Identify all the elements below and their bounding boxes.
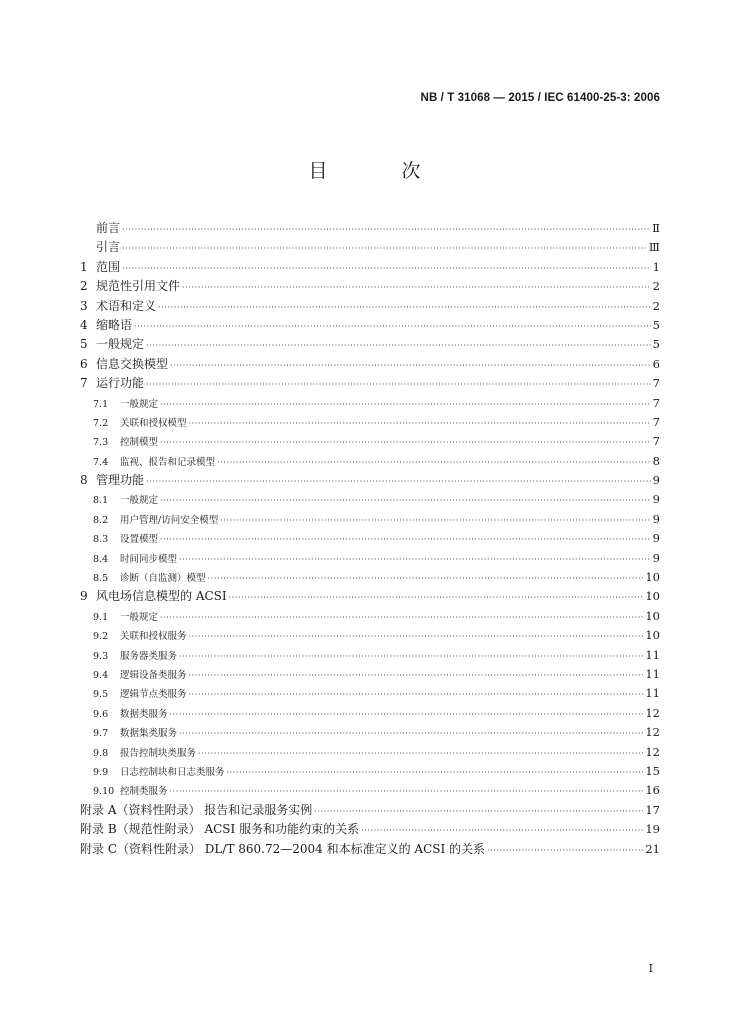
- toc-dot-leader: [170, 705, 644, 724]
- toc-entry-number: 7: [80, 376, 88, 391]
- toc-entry-label: 服务器类服务: [120, 650, 178, 662]
- toc-entry[interactable]: [80, 374, 660, 393]
- toc-entry-number: 9.8: [93, 747, 109, 759]
- toc-entry[interactable]: [80, 258, 660, 277]
- toc-entry-label: 规范性引用文件: [96, 279, 181, 294]
- toc-entry-page: 9: [652, 492, 660, 507]
- toc-entry[interactable]: [80, 452, 660, 471]
- toc-entry[interactable]: [80, 355, 660, 374]
- toc-entry[interactable]: [80, 335, 660, 354]
- toc-dot-leader: [198, 744, 643, 763]
- toc-entry-number: 8.2: [93, 514, 109, 526]
- toc-dot-leader: [179, 550, 651, 569]
- toc-entry-number: 8: [80, 473, 88, 488]
- toc-entry-label: 一般规定: [120, 611, 159, 623]
- toc-entry-label: 报告控制块类服务: [120, 747, 197, 759]
- toc-entry[interactable]: [80, 587, 660, 606]
- toc-dot-leader: [189, 666, 644, 685]
- toc-dot-leader: [122, 220, 650, 239]
- toc-entry-number: 2: [80, 279, 88, 294]
- toc-entry-page: 17: [645, 802, 660, 817]
- toc-dot-leader: [227, 763, 644, 782]
- toc-entry-label: 范围: [96, 259, 121, 274]
- toc-entry-number: 8.1: [93, 495, 109, 507]
- toc-entry-number: 8.3: [93, 534, 109, 546]
- toc-entry-label: 一般规定: [120, 495, 159, 507]
- toc-entry-label: 运行功能: [96, 376, 145, 391]
- toc-dot-leader: [160, 433, 651, 452]
- toc-entry-page: 12: [645, 744, 660, 759]
- toc-dot-leader: [170, 782, 644, 801]
- toc-entry-label: 控制类服务: [120, 786, 168, 798]
- toc-dot-leader: [220, 511, 650, 530]
- toc-entry-label: 逻辑设备类服务: [120, 669, 187, 681]
- toc-dot-leader: [179, 647, 643, 666]
- toc-entry-page: 21: [645, 841, 660, 856]
- toc-entry-number: 6: [80, 356, 88, 371]
- toc-entry-page: 7: [652, 434, 660, 449]
- toc-entry[interactable]: [80, 723, 660, 742]
- toc-entry-label: 诊断（自监测）模型: [120, 573, 206, 585]
- toc-entry[interactable]: [80, 413, 660, 432]
- toc-entry-page: 12: [645, 705, 660, 720]
- toc-entry-number: 9.1: [93, 611, 109, 623]
- toc-entry[interactable]: [80, 684, 660, 703]
- toc-entry-label: 管理功能: [96, 473, 145, 488]
- toc-entry-page: 2: [652, 298, 660, 313]
- toc-dot-leader: [122, 239, 647, 258]
- toc-dot-leader: [160, 491, 651, 510]
- toc-entry-number: 9.9: [93, 766, 109, 778]
- toc-entry-number: 9.4: [93, 669, 109, 681]
- toc-entry[interactable]: [80, 781, 660, 800]
- toc-entry-page: 19: [645, 822, 660, 837]
- toc-entry-page: 9: [652, 550, 660, 565]
- page-number: I: [648, 962, 653, 975]
- toc-entry-label: 信息交换模型: [96, 356, 169, 371]
- toc-entry[interactable]: [80, 762, 660, 781]
- toc-dot-leader: [208, 569, 644, 588]
- toc-entry-label: 引言: [96, 240, 121, 255]
- toc-entry-number: 9.6: [93, 708, 109, 720]
- toc-dot-leader: [158, 298, 651, 317]
- toc-entry-number: 5: [80, 337, 88, 352]
- toc-entry[interactable]: [80, 219, 660, 238]
- toc-entry[interactable]: [80, 490, 660, 509]
- toc-entry-page: 8: [652, 453, 660, 468]
- toc-entry-label: 术语和定义: [96, 298, 157, 313]
- toc-dot-leader: [182, 278, 651, 297]
- toc-dot-leader: [229, 588, 644, 607]
- toc-entry-number: 9.10: [93, 786, 115, 798]
- toc-entry-page: 5: [652, 317, 660, 332]
- toc-entry[interactable]: [80, 238, 660, 257]
- toc-dot-leader: [160, 608, 643, 627]
- toc-dot-leader: [146, 472, 651, 491]
- toc-dot-leader: [314, 802, 643, 821]
- toc-dot-leader: [134, 317, 651, 336]
- toc-dot-leader: [160, 530, 651, 549]
- toc-entry-page: 11: [645, 666, 660, 681]
- toc-entry[interactable]: [80, 316, 660, 335]
- toc-entry-number: 9.3: [93, 650, 109, 662]
- toc-entry[interactable]: [80, 704, 660, 723]
- toc-entry-page: 9: [652, 473, 660, 488]
- toc-dot-leader: [487, 841, 643, 860]
- toc-entry-label: 关联和授权服务: [120, 631, 187, 643]
- toc-entry-label: 前言: [96, 221, 121, 235]
- toc-entry[interactable]: [80, 665, 660, 684]
- toc-entry[interactable]: [80, 510, 660, 529]
- toc-entry-number: 7.3: [93, 437, 109, 449]
- toc-entry-label: 设置模型: [120, 534, 159, 546]
- toc-entry[interactable]: [80, 394, 660, 413]
- toc-dot-leader: [217, 453, 651, 472]
- toc-entry[interactable]: [80, 471, 660, 490]
- toc-entry-number: 7.2: [93, 417, 109, 429]
- toc-entry-number: 7.1: [93, 398, 109, 410]
- toc-appendix-entry[interactable]: [80, 820, 660, 839]
- toc-entry-page: 1: [652, 259, 660, 274]
- toc-entry[interactable]: [80, 277, 660, 296]
- toc-entry-number: 9: [80, 589, 88, 604]
- toc-title: 目 次: [308, 160, 455, 182]
- toc-entry-label: 数据类服务: [120, 708, 168, 720]
- toc-entry-number: 9.7: [93, 728, 109, 740]
- toc-entry[interactable]: [80, 297, 660, 316]
- toc-entry-page: 10: [645, 628, 660, 643]
- toc-entry[interactable]: [80, 568, 660, 587]
- toc-entry-page: 10: [645, 608, 660, 623]
- toc-entry[interactable]: [80, 646, 660, 665]
- toc-entry-page: 16: [645, 783, 660, 798]
- toc-entry-page: 2: [652, 279, 660, 294]
- toc-entry-label: 附录 B（规范性附录） ACSI 服务和功能约束的关系: [80, 822, 360, 837]
- toc-entry[interactable]: [80, 743, 660, 762]
- toc-entry-label: 关联和授权模型: [120, 417, 187, 429]
- toc-entry-number: 1: [80, 259, 88, 274]
- toc-entry-page: 5: [652, 337, 660, 352]
- toc-entry-label: 逻辑节点类服务: [120, 689, 187, 701]
- toc-entry[interactable]: [80, 607, 660, 626]
- toc-entry[interactable]: [80, 549, 660, 568]
- toc-dot-leader: [160, 395, 651, 414]
- toc-entry-label: 用户管理/访问安全模型: [120, 514, 219, 526]
- toc-entry-label: 一般规定: [96, 337, 145, 352]
- toc-entry-number: 9.2: [93, 631, 109, 643]
- toc-entry-page: 7: [652, 414, 660, 429]
- toc-entry-number: 8.5: [93, 573, 109, 585]
- toc-entry-page: 15: [645, 763, 660, 778]
- toc-entry-label: 数据集类服务: [120, 728, 178, 740]
- toc-entry-page: 11: [645, 647, 660, 662]
- toc-dot-leader: [122, 259, 651, 278]
- toc-appendix-entry[interactable]: [80, 801, 660, 820]
- toc-entry-page: Ⅲ: [648, 240, 660, 255]
- toc-entry-page: Ⅱ: [652, 221, 660, 235]
- toc-entry-page: 10: [645, 589, 660, 604]
- toc-entry-page: 9: [652, 531, 660, 546]
- toc-entry-page: 7: [652, 376, 660, 391]
- toc-entry-page: 9: [652, 511, 660, 526]
- toc-dot-leader: [189, 685, 644, 704]
- standard-number-header: NB / T 31068 — 2015 / IEC 61400-25-3: 2006: [420, 92, 660, 104]
- toc-entry-page: 12: [645, 725, 660, 740]
- toc-dot-leader: [361, 821, 643, 840]
- toc-entry[interactable]: [80, 626, 660, 645]
- toc-dot-leader: [146, 375, 651, 394]
- toc-entry-page: 7: [652, 395, 660, 410]
- toc-dot-leader: [170, 356, 651, 375]
- toc-entry-number: 4: [80, 317, 88, 332]
- toc-entry-label: 一般规定: [120, 398, 159, 410]
- toc-entry-label: 日志控制块和日志类服务: [120, 766, 225, 778]
- toc-entry[interactable]: [80, 432, 660, 451]
- toc-dot-leader: [189, 414, 651, 433]
- toc-entry-label: 监视、报告和记录模型: [120, 456, 216, 468]
- toc-entry-label: 控制模型: [120, 437, 159, 449]
- toc-entry-number: 7.4: [93, 456, 109, 468]
- toc-entry-label: 缩略语: [96, 317, 133, 332]
- toc-entry-number: 8.4: [93, 553, 109, 565]
- toc-entry-label: 附录 C（资料性附录） DL/T 860.72—2004 和本标准定义的 ACSI 的关系: [80, 841, 486, 856]
- toc-entry-label: 风电场信息模型的 ACSI: [96, 589, 227, 604]
- toc-dot-leader: [146, 336, 651, 355]
- toc-appendix-entry[interactable]: [80, 840, 660, 859]
- toc-entry[interactable]: [80, 529, 660, 548]
- toc-entry-label: 时间同步模型: [120, 553, 178, 565]
- toc-dot-leader: [179, 724, 643, 743]
- toc-entry-page: 10: [645, 570, 660, 585]
- toc-entry-page: 6: [652, 356, 660, 371]
- toc-entry-page: 11: [645, 686, 660, 701]
- toc-entry-number: 9.5: [93, 689, 109, 701]
- table-of-contents: [80, 219, 660, 859]
- toc-entry-number: 3: [80, 298, 88, 313]
- toc-dot-leader: [189, 627, 644, 646]
- toc-entry-label: 附录 A（资料性附录） 报告和记录服务实例: [80, 802, 313, 817]
